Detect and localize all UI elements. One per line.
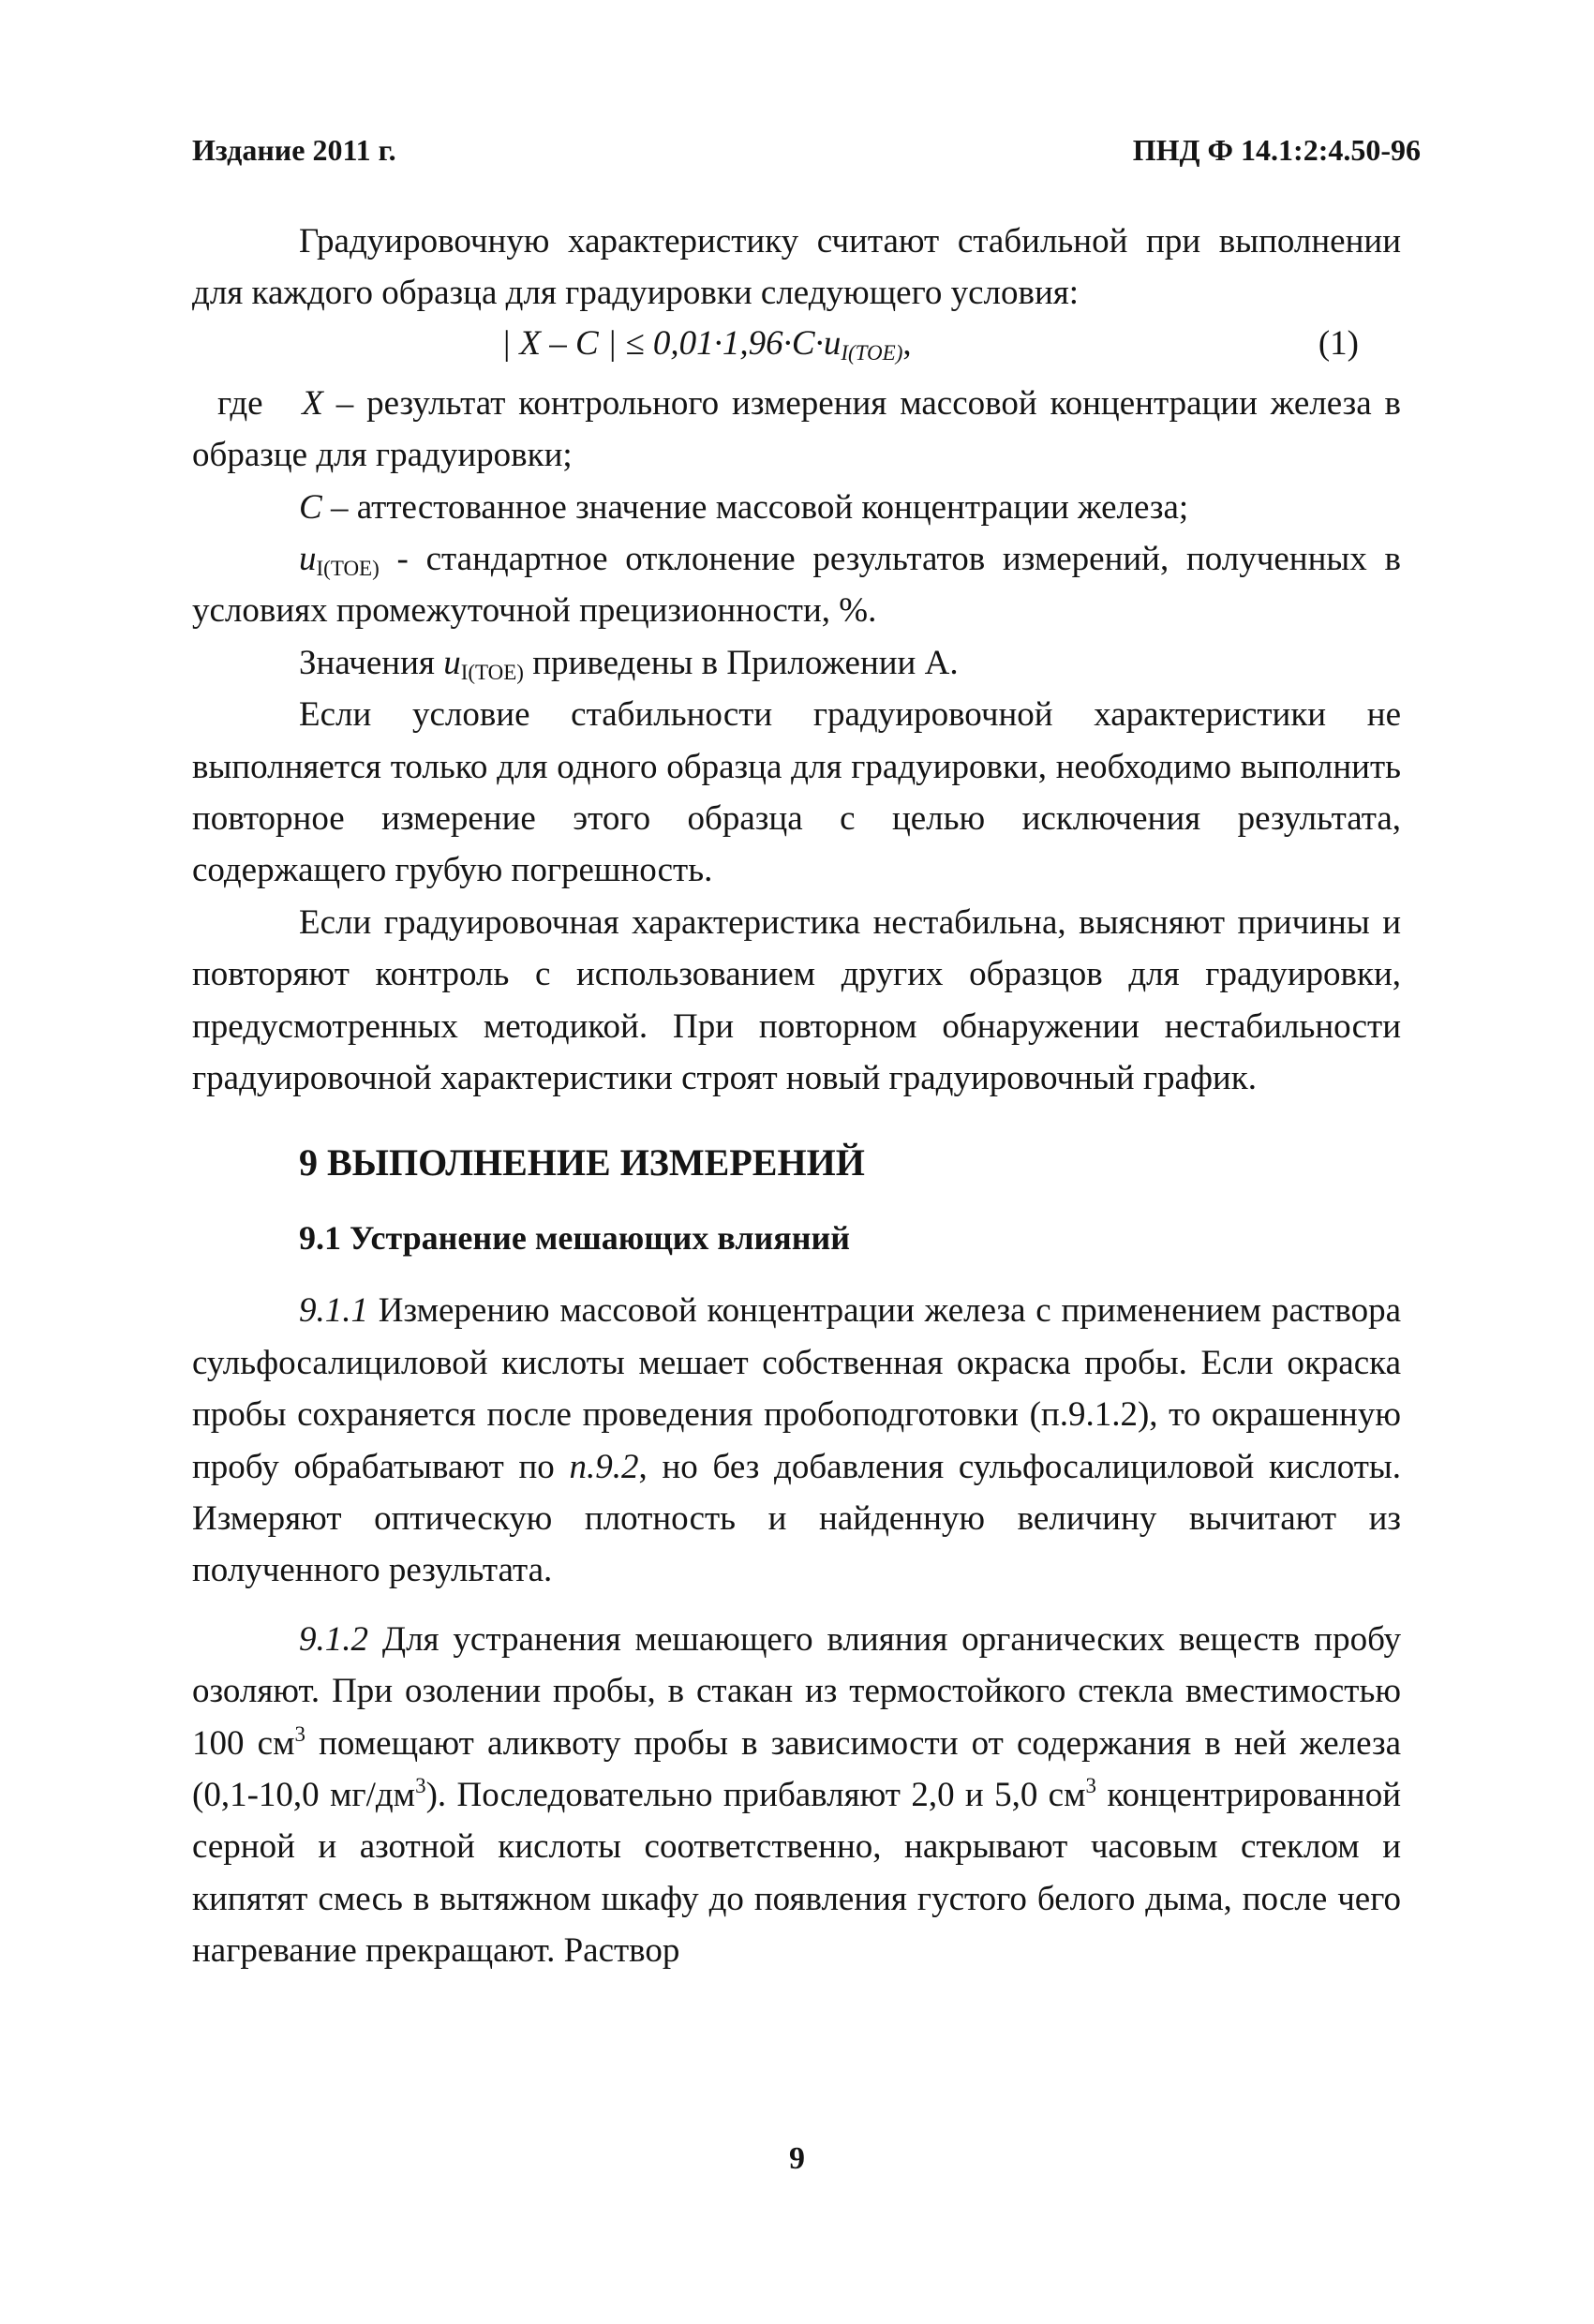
values-symbol: u	[443, 643, 461, 682]
clause-9-1-2-text-c: ). Последовательно прибавляют 2,0 и 5,0 см	[425, 1775, 1086, 1814]
cubic-superscript-1: 3	[294, 1721, 305, 1746]
definition-c-text: – аттестованное значение массовой концентрации железа;	[321, 487, 1189, 527]
formula-number: (1)	[1318, 323, 1359, 363]
where-word: где	[217, 383, 263, 423]
intro-paragraph: Градуировочную характеристику считают стабильной при выполнении для каждого образца для градуировки следующего условия:	[192, 222, 1401, 313]
cubic-superscript-2: 3	[415, 1773, 426, 1797]
clause-9-1-2-text-b: помещают аликвоту пробы в зависимости от содержания в ней железа (0,1-10,0 мг/дм	[192, 1723, 1401, 1814]
clause-9-1-2	[192, 1614, 1401, 1977]
document-code: ПНД Ф 14.1:2:4.50-96	[1132, 133, 1421, 167]
definition-u-text: - стандартное отклонение результатов измерений, полученных в условиях промежуточной прецизионности, %.	[192, 540, 1401, 631]
formula-1	[192, 318, 1401, 376]
values-subscript: I(TOE)	[460, 660, 524, 684]
formula-tail: ,	[902, 323, 912, 363]
page-number: 9	[789, 2141, 805, 2176]
paragraph-unstable: Если градуировочная характеристика нестабильна, выясняют причины и повторяют контроль с использованием других образцов для градуировки, предусмотренных методикой. При повторном обнаружении нестабильности градуировочной характеристики строят новый градуировочный график.	[192, 902, 1401, 1098]
clause-9-1-1-text-a: Измерению массовой концентрации железа с применением раствора сульфосалициловой кислоты мешает собственная окраска пробы. Если окраска пробы сохраняется после проведения пробоподготовки (п.9.1.2), то окрашенную пробу обрабатывают по	[192, 1291, 1401, 1486]
clause-9-1-1-number: 9.1.1	[299, 1291, 368, 1331]
clause-9-1-1	[192, 1285, 1401, 1596]
document-body	[192, 216, 1401, 1977]
symbol-c: C	[299, 487, 322, 527]
paragraph-single-sample: Если условие стабильности градуировочной характеристики не выполняется только для одного образца для градуировки, необходимо выполнить повторное измерение этого образца с целью исключения результата, содержащего грубую погрешность.	[192, 695, 1401, 890]
values-after: приведены в Приложении А.	[523, 643, 959, 682]
formula-expression	[501, 318, 912, 369]
definition-x	[192, 378, 1401, 482]
subsection-heading: 9.1 Устранение мешающих влияний	[299, 1218, 850, 1257]
symbol-x: X	[302, 383, 323, 423]
definition-c	[192, 482, 1401, 533]
clause-9-1-2-text-a: Для устранения мешающего влияния органических веществ пробу озоляют. При озолении пробы, в стакан из термостойкого стекла вместимостью 100 см	[192, 1619, 1401, 1763]
clause-9-1-2-number: 9.1.2	[299, 1619, 368, 1659]
definition-x-text: – результат контрольного измерения массовой концентрации железа в образце для градуировки;	[192, 383, 1401, 475]
clause-9-1-2-text-d: концентрированной серной и азотной кислоты соответственно, накрывают часовым стеклом и кипятят смесь в вытяжном шкафу до появления густого белого дыма, после чего нагревание прекращают. Раствор	[192, 1775, 1401, 1971]
values-before: Значения	[299, 643, 444, 682]
symbol-u: u	[299, 540, 317, 579]
edition-label: Издание 2011 г.	[192, 133, 396, 167]
formula-subscript: I(TOE)	[841, 340, 903, 365]
values-note	[192, 637, 1401, 689]
formula-lhs: | X – C | ≤ 0,01·1,96·C·u	[501, 323, 842, 363]
cubic-superscript-3: 3	[1085, 1773, 1096, 1797]
section-heading: 9 ВЫПОЛНЕНИЕ ИЗМЕРЕНИЙ	[299, 1140, 865, 1184]
clause-9-1-1-text-b: , но без добавления сульфосалициловой кислоты. Измеряют оптическую плотность и найденную величину вычитают из полученного результата.	[192, 1447, 1402, 1590]
clause-9-1-1-reference: п.9.2	[569, 1447, 639, 1486]
definition-u	[192, 533, 1401, 637]
symbol-u-subscript: I(TOE)	[316, 557, 380, 581]
